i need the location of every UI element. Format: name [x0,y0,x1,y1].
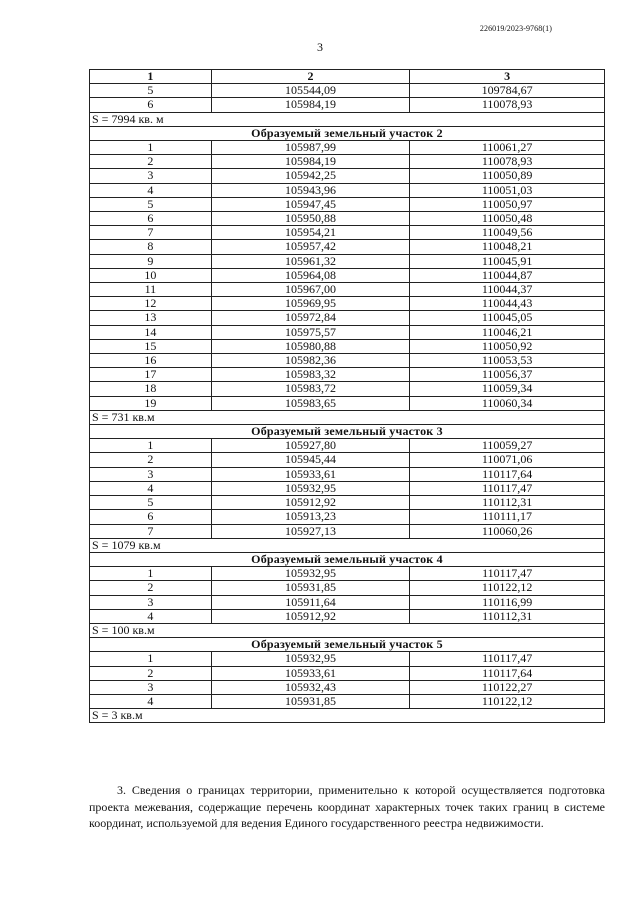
table-row [90,439,605,453]
table-row [90,680,605,694]
y-coordinate-cell: 110122,12 [410,581,605,595]
table-row [90,297,605,311]
section-title-row [90,126,605,140]
y-coordinate-cell: 110122,27 [410,680,605,694]
point-number-cell: 9 [90,254,212,268]
table-row [90,581,605,595]
x-coordinate-cell: 105912,92 [211,609,410,623]
table-row [90,496,605,510]
x-coordinate-cell: 105987,99 [211,141,410,155]
point-number-cell: 4 [90,609,212,623]
y-coordinate-cell: 110050,89 [410,169,605,183]
header-cell-x: 2 [211,70,410,84]
point-number-cell: 17 [90,368,212,382]
point-number-cell: 4 [90,183,212,197]
point-number-cell: 5 [90,84,212,98]
x-coordinate-cell: 105954,21 [211,226,410,240]
x-coordinate-cell: 105969,95 [211,297,410,311]
point-number-cell: 4 [90,481,212,495]
table-row [90,84,605,98]
x-coordinate-cell: 105950,88 [211,212,410,226]
table-row [90,694,605,708]
table-row [90,567,605,581]
area-row [90,410,605,424]
x-coordinate-cell: 105544,09 [211,84,410,98]
boundary-info-paragraph: 3. Сведения о границах территории, применительно к которой осуществляется подготовка проекта межевания, содержащие перечень координат характерных точек таких границ в системе координат, используемой для ведения Единого государственного реестра недвижимости. [89,783,605,830]
y-coordinate-cell: 110112,31 [410,496,605,510]
point-number-cell: 1 [90,141,212,155]
y-coordinate-cell: 110117,64 [410,467,605,481]
coordinates-table-body [90,70,605,723]
area-value: S = 3 кв.м [90,709,605,723]
x-coordinate-cell: 105984,19 [211,98,410,112]
point-number-cell: 7 [90,226,212,240]
y-coordinate-cell: 110044,87 [410,268,605,282]
y-coordinate-cell: 110053,53 [410,354,605,368]
y-coordinate-cell: 110117,47 [410,481,605,495]
table-row [90,183,605,197]
table-row [90,169,605,183]
x-coordinate-cell: 105932,95 [211,481,410,495]
table-row [90,595,605,609]
x-coordinate-cell: 105943,96 [211,183,410,197]
point-number-cell: 16 [90,354,212,368]
area-value: S = 1079 кв.м [90,538,605,552]
x-coordinate-cell: 105942,25 [211,169,410,183]
point-number-cell: 15 [90,339,212,353]
y-coordinate-cell: 110116,99 [410,595,605,609]
point-number-cell: 3 [90,169,212,183]
y-coordinate-cell: 110059,34 [410,382,605,396]
table-row [90,212,605,226]
y-coordinate-cell: 110071,06 [410,453,605,467]
y-coordinate-cell: 110117,64 [410,666,605,680]
x-coordinate-cell: 105982,36 [211,354,410,368]
table-row [90,339,605,353]
y-coordinate-cell: 109784,67 [410,84,605,98]
y-coordinate-cell: 110060,34 [410,396,605,410]
area-row [90,538,605,552]
point-number-cell: 13 [90,311,212,325]
y-coordinate-cell: 110045,91 [410,254,605,268]
point-number-cell: 12 [90,297,212,311]
section-title: Образуемый земельный участок 4 [90,552,605,566]
y-coordinate-cell: 110078,93 [410,98,605,112]
table-row [90,325,605,339]
y-coordinate-cell: 110078,93 [410,155,605,169]
y-coordinate-cell: 110046,21 [410,325,605,339]
table-row [90,268,605,282]
section-title: Образуемый земельный участок 5 [90,638,605,652]
x-coordinate-cell: 105913,23 [211,510,410,524]
point-number-cell: 10 [90,268,212,282]
point-number-cell: 4 [90,694,212,708]
y-coordinate-cell: 110048,21 [410,240,605,254]
table-row [90,311,605,325]
x-coordinate-cell: 105967,00 [211,283,410,297]
y-coordinate-cell: 110051,03 [410,183,605,197]
area-value: S = 7994 кв. м [90,112,605,126]
x-coordinate-cell: 105957,42 [211,240,410,254]
point-number-cell: 2 [90,666,212,680]
point-number-cell: 18 [90,382,212,396]
table-row [90,453,605,467]
area-value: S = 100 кв.м [90,623,605,637]
y-coordinate-cell: 110049,56 [410,226,605,240]
table-row [90,467,605,481]
section-title: Образуемый земельный участок 3 [90,425,605,439]
table-row [90,524,605,538]
section-title-row [90,425,605,439]
header-cell-y: 3 [410,70,605,84]
point-number-cell: 8 [90,240,212,254]
y-coordinate-cell: 110050,48 [410,212,605,226]
x-coordinate-cell: 105972,84 [211,311,410,325]
point-number-cell: 6 [90,510,212,524]
table-row [90,354,605,368]
y-coordinate-cell: 110050,97 [410,197,605,211]
table-row [90,368,605,382]
point-number-cell: 5 [90,197,212,211]
point-number-cell: 19 [90,396,212,410]
y-coordinate-cell: 110050,92 [410,339,605,353]
y-coordinate-cell: 110059,27 [410,439,605,453]
x-coordinate-cell: 105911,64 [211,595,410,609]
page-number: 3 [317,40,323,54]
table-row [90,254,605,268]
x-coordinate-cell: 105975,57 [211,325,410,339]
point-number-cell: 1 [90,439,212,453]
y-coordinate-cell: 110111,17 [410,510,605,524]
table-row [90,609,605,623]
point-number-cell: 3 [90,680,212,694]
x-coordinate-cell: 105984,19 [211,155,410,169]
x-coordinate-cell: 105980,88 [211,339,410,353]
y-coordinate-cell: 110117,47 [410,567,605,581]
point-number-cell: 6 [90,98,212,112]
y-coordinate-cell: 110117,47 [410,652,605,666]
table-header-row [90,70,605,84]
x-coordinate-cell: 105964,08 [211,268,410,282]
table-row [90,98,605,112]
point-number-cell: 7 [90,524,212,538]
x-coordinate-cell: 105927,80 [211,439,410,453]
x-coordinate-cell: 105912,92 [211,496,410,510]
table-row [90,510,605,524]
point-number-cell: 2 [90,155,212,169]
table-row [90,481,605,495]
header-cell-point: 1 [90,70,212,84]
point-number-cell: 1 [90,567,212,581]
table-row [90,155,605,169]
table-row [90,197,605,211]
x-coordinate-cell: 105932,95 [211,567,410,581]
point-number-cell: 2 [90,581,212,595]
table-row [90,240,605,254]
coordinates-table [89,69,605,723]
table-row [90,283,605,297]
y-coordinate-cell: 110112,31 [410,609,605,623]
x-coordinate-cell: 105947,45 [211,197,410,211]
table-row [90,382,605,396]
area-row [90,623,605,637]
point-number-cell: 3 [90,467,212,481]
x-coordinate-cell: 105961,32 [211,254,410,268]
x-coordinate-cell: 105927,13 [211,524,410,538]
y-coordinate-cell: 110061,27 [410,141,605,155]
y-coordinate-cell: 110060,26 [410,524,605,538]
x-coordinate-cell: 105945,44 [211,453,410,467]
x-coordinate-cell: 105933,61 [211,467,410,481]
point-number-cell: 1 [90,652,212,666]
section-title: Образуемый земельный участок 2 [90,126,605,140]
area-value: S = 731 кв.м [90,410,605,424]
table-row [90,226,605,240]
section-title-row [90,552,605,566]
x-coordinate-cell: 105932,43 [211,680,410,694]
point-number-cell: 6 [90,212,212,226]
x-coordinate-cell: 105931,85 [211,694,410,708]
y-coordinate-cell: 110044,43 [410,297,605,311]
area-row [90,709,605,723]
x-coordinate-cell: 105983,65 [211,396,410,410]
table-row [90,141,605,155]
y-coordinate-cell: 110045,05 [410,311,605,325]
section-title-row [90,638,605,652]
point-number-cell: 2 [90,453,212,467]
table-row [90,396,605,410]
y-coordinate-cell: 110056,37 [410,368,605,382]
x-coordinate-cell: 105983,72 [211,382,410,396]
x-coordinate-cell: 105931,85 [211,581,410,595]
y-coordinate-cell: 110044,37 [410,283,605,297]
x-coordinate-cell: 105933,61 [211,666,410,680]
point-number-cell: 11 [90,283,212,297]
point-number-cell: 3 [90,595,212,609]
table-row [90,666,605,680]
x-coordinate-cell: 105932,95 [211,652,410,666]
document-number: 226019/2023-9768(1) [479,24,552,33]
point-number-cell: 5 [90,496,212,510]
y-coordinate-cell: 110122,12 [410,694,605,708]
area-row [90,112,605,126]
point-number-cell: 14 [90,325,212,339]
table-row [90,652,605,666]
x-coordinate-cell: 105983,32 [211,368,410,382]
